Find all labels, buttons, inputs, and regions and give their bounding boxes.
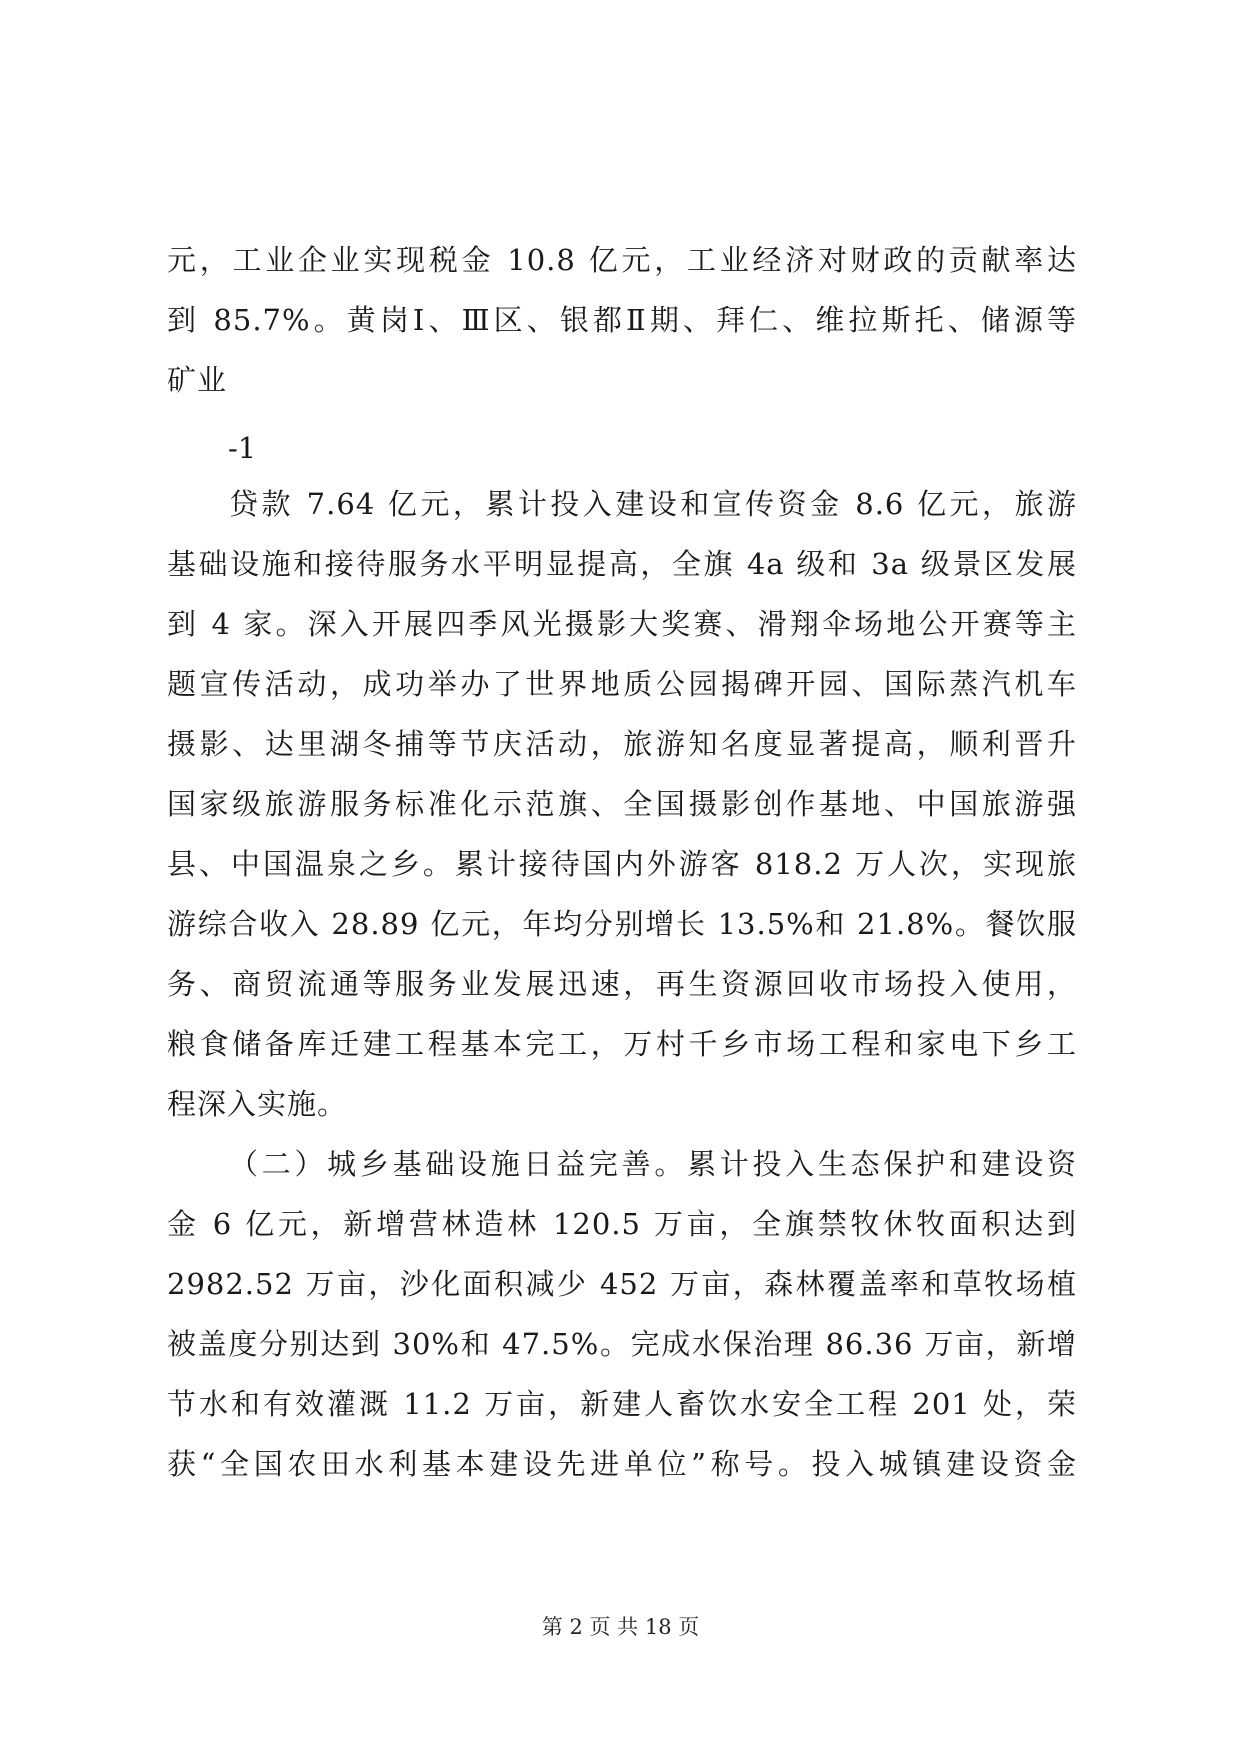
text-line: 题宣传活动，成功举办了世界地质公园揭碑开园、国际蒸汽机车 [167,667,1077,701]
text-line: 2982.52 万亩，沙化面积减少 452 万亩，森林覆盖率和草牧场植 [167,1267,1077,1301]
text-line: 矿业 [167,363,228,397]
text-line: 节水和有效灌溉 11.2 万亩，新建人畜饮水安全工程 201 处，荣 [167,1387,1077,1421]
text-line: 粮食储备库迁建工程基本完工，万村千乡市场工程和家电下乡工 [167,1027,1077,1061]
text-line: 被盖度分别达到 30%和 47.5%。完成水保治理 86.36 万亩，新增 [167,1327,1077,1361]
text-line: （二）城乡基础设施日益完善。累计投入生态保护和建设资 [229,1147,1077,1181]
text-line: 县、中国温泉之乡。累计接待国内外游客 818.2 万人次，实现旅 [167,847,1077,881]
text-line: 程深入实施。 [167,1087,348,1121]
page-marker: -1 [228,431,257,465]
text-line: 贷款 7.64 亿元，累计投入建设和宣传资金 8.6 亿元，旅游 [229,487,1077,521]
text-line: 获“全国农田水利基本建设先进单位”称号。投入城镇建设资金 [167,1447,1077,1481]
tourism-paragraph [167,474,1077,1494]
text-line: 基础设施和接待服务水平明显提高，全旗 4a 级和 3a 级景区发展 [167,547,1077,581]
text-line: 金 6 亿元，新增营林造林 120.5 万亩，全旗禁牧休牧面积达到 [167,1207,1077,1241]
text-line: 国家级旅游服务标准化示范旗、全国摄影创作基地、中国旅游强 [167,787,1077,821]
text-line: 到 85.7%。黄岗Ⅰ、Ⅲ区、银都Ⅱ期、拜仁、维拉斯托、储源等 [167,303,1077,337]
page-footer: 第 2 页 共 18 页 [541,1615,700,1639]
text-line: 元，工业企业实现税金 10.8 亿元，工业经济对财政的贡献率达 [167,243,1077,277]
fragment-paragraph [167,230,1077,410]
text-line: 务、商贸流通等服务业发展迅速，再生资源回收市场投入使用， [167,967,1077,1001]
text-line: 到 4 家。深入开展四季风光摄影大奖赛、滑翔伞场地公开赛等主 [167,607,1077,641]
text-line: 摄影、达里湖冬捕等节庆活动，旅游知名度显著提高，顺利晋升 [167,727,1077,761]
text-line: 游综合收入 28.89 亿元，年均分别增长 13.5%和 21.8%。餐饮服 [167,907,1077,941]
